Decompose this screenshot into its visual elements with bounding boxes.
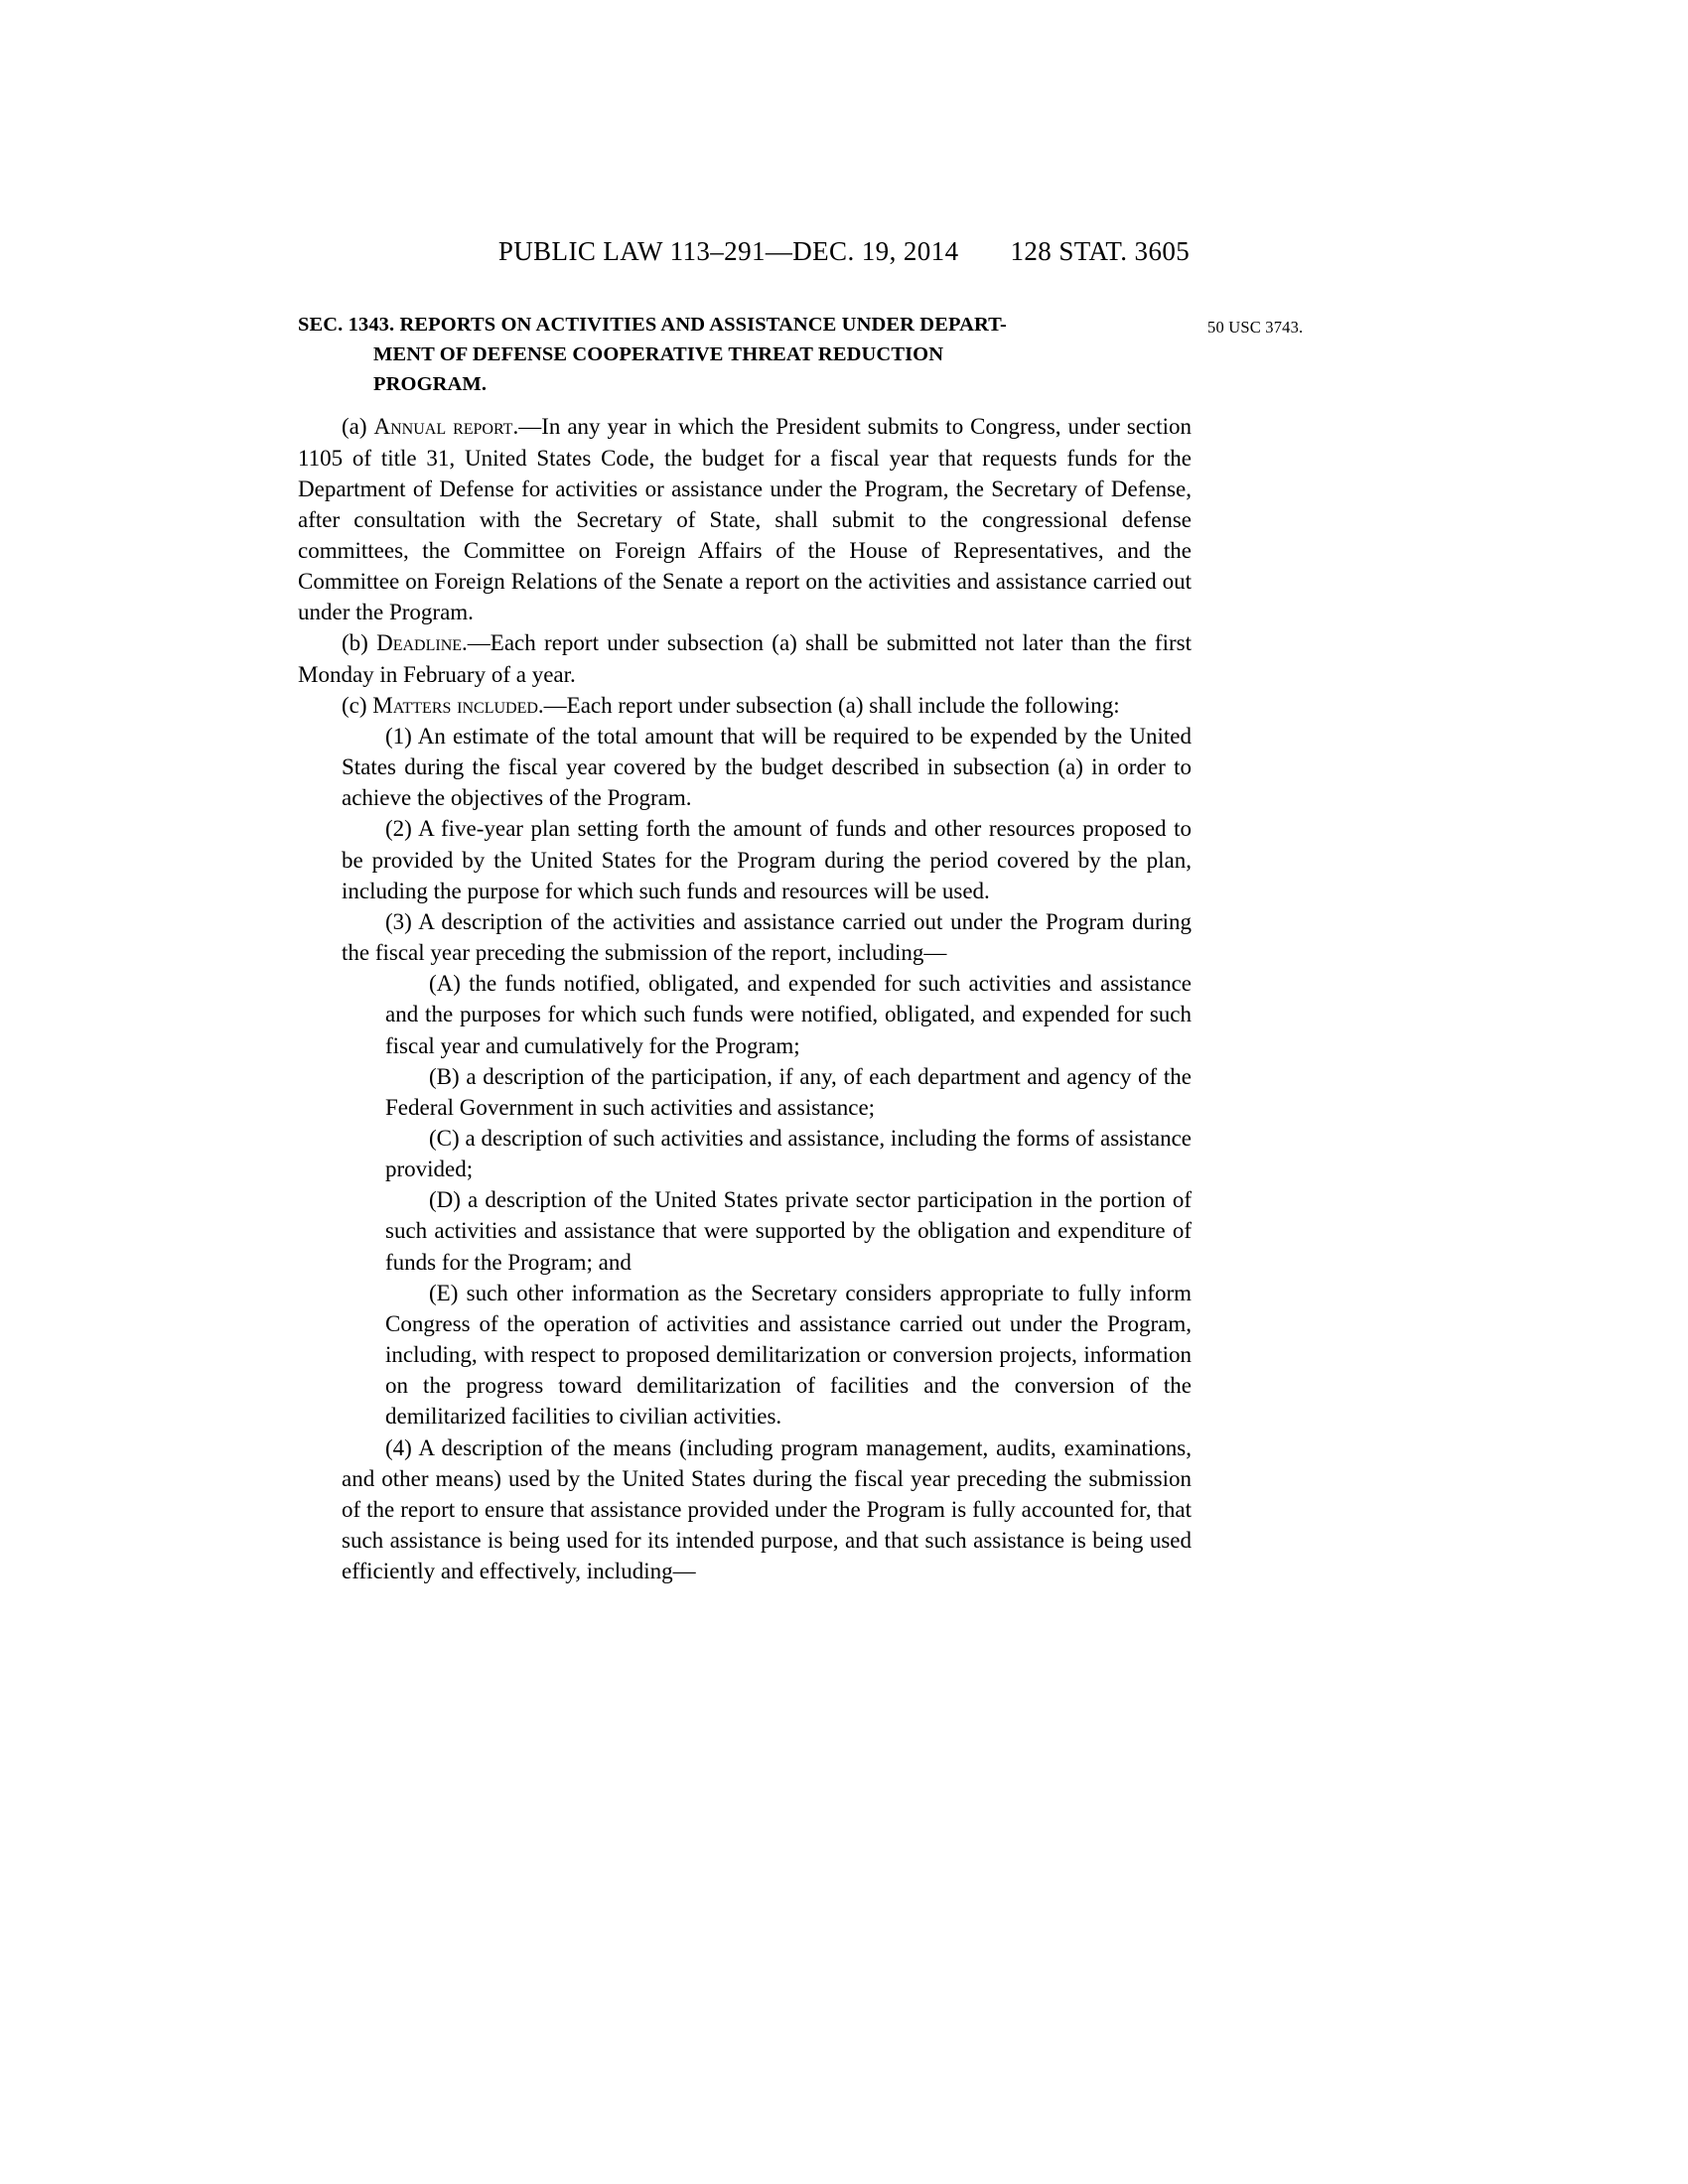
defined-term: Deadline [376, 630, 463, 656]
page-header-inner [498, 236, 1190, 267]
section-body [298, 411, 1192, 1586]
paragraph-c-3: (3) A description of the activities and assistance carried out under the Program during the fiscal year preceding the submission of the report, including— [342, 908, 1192, 966]
paragraph-a: (a) Annual report.—In any year in which the President submits to Congress, under section 1105 of title 31, United States Code, the budget for a fiscal year that requests funds for the Department of Defense for activities or assistance under the Program, the Secretary of Defense, after consultation with the Secretary of State, shall submit to the congressional defense committees, the Committee on Foreign Affairs of the House of Representatives, and the Committee on Foreign Relations of the Senate a report on the activities and assistance carried out under the Program. [298, 414, 1192, 625]
paragraph-c-3-D: (D) a description of the United States private sector participation in the portion of such activities and assistance that were supported by the obligation and expenditure of funds for the Program; and [385, 1187, 1192, 1275]
defined-term: Matters included [372, 692, 538, 718]
defined-term: Annual report [373, 414, 513, 440]
public-law-citation: PUBLIC LAW 113–291—DEC. 19, 2014 [497, 236, 959, 266]
paragraph-b: (b) Deadline.—Each report under subsection (a) shall be submitted not later than the first Monday in February of a year. [298, 630, 1192, 687]
paragraph-c-3-B: (B) a description of the participation, if any, of each department and agency of the Federal Government in such activities and assistance; [385, 1063, 1192, 1120]
paragraph-c-3-C: (C) a description of such activities and assistance, including the forms of assistance provided; [385, 1125, 1192, 1182]
paragraph-c-3-E: (E) such other information as the Secretary considers appropriate to fully inform Congress of the operation of activities and assistance carried out under the Program, including, with respect to proposed demilitarization or conversion projects, information on the progress toward demilitarization of facilities and the conversion of the demilitarized facilities to civilian activities. [385, 1280, 1192, 1430]
paragraph-c-4: (4) A description of the means (including program management, audits, examinations, and other means) used by the United States during the fiscal year preceding the submission of the report to ensure that assistance provided under the Program is fully accounted for, that such assistance is being used for its intended purpose, and that such assistance is being used efficiently and effectively, including— [342, 1434, 1192, 1584]
margin-note-usc-citation: 50 USC 3743. [1207, 318, 1304, 337]
section-heading-line-1: SEC. 1343. REPORTS ON ACTIVITIES AND ASSISTANCE UNDER DEPART- [298, 314, 1007, 336]
section-heading-line-2: MENT OF DEFENSE COOPERATIVE THREAT REDUCTION [373, 343, 944, 366]
paragraph-c: (c) Matters included.—Each report under subsection (a) shall include the following: [342, 692, 1120, 718]
paragraph-c-2: (2) A five-year plan setting forth the amount of funds and other resources proposed to be provided by the United States for the Program during the period covered by the plan, including the purpose for which such funds and resources will be used. [342, 816, 1192, 903]
section-heading [298, 310, 1192, 399]
statute-page-number: 128 STAT. 3605 [1010, 236, 1191, 266]
document-body [298, 310, 1192, 1586]
page-header [0, 236, 1688, 267]
paragraph-c-3-A: (A) the funds notified, obligated, and expended for such activities and assistance and the purposes for which such funds were notified, obligated, and expended for such fiscal year and cumulatively for the Program; [385, 971, 1192, 1058]
paragraph-c-1: (1) An estimate of the total amount that will be required to be expended by the United States during the fiscal year covered by the budget described in subsection (a) in order to achieve the objectives of the Program. [342, 723, 1192, 811]
section-heading-line-3: PROGRAM. [373, 373, 488, 396]
